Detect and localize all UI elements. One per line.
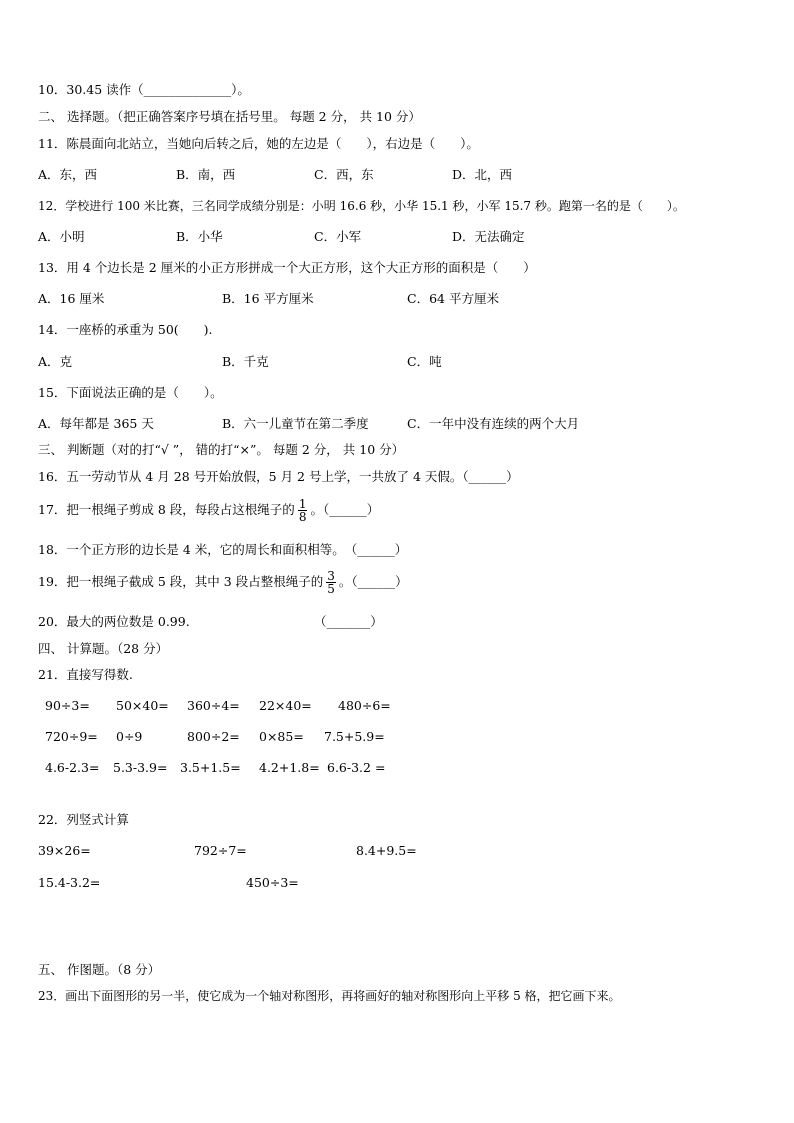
q22-r1-c1: 39×26= bbox=[38, 843, 91, 858]
q15-option-a: A．每年都是 365 天 bbox=[38, 416, 154, 431]
q21-r1-c2: 50×40= bbox=[116, 698, 169, 713]
q11-option-c: C．西，东 bbox=[314, 167, 374, 182]
q21-r3-c2: 5.3-3.9= bbox=[113, 760, 168, 775]
q13-option-a: A．16 厘米 bbox=[38, 291, 105, 306]
q17-denominator: 8 bbox=[298, 510, 307, 524]
section-4-heading: 四、 计算题。（28 分） bbox=[38, 641, 169, 656]
q15-option-c: C．一年中没有连续的两个大月 bbox=[407, 416, 580, 431]
q11-option-a: A．东，西 bbox=[38, 167, 98, 182]
q13-option-c: C．64 平方厘米 bbox=[407, 291, 499, 306]
q19-numerator: 3 bbox=[327, 569, 335, 583]
q14-option-a: A．克 bbox=[38, 354, 73, 369]
q21-r2-c5: 7.5+5.9= bbox=[324, 729, 385, 744]
question-19 bbox=[38, 570, 408, 595]
q21-r2-c1: 720÷9= bbox=[45, 729, 98, 744]
q21-r3-c4: 4.2+1.8= bbox=[259, 760, 320, 775]
q14-option-c: C．吨 bbox=[407, 354, 442, 369]
question-21-stem: 21．直接写得数. bbox=[38, 667, 133, 682]
q15-option-b: B．六一儿童节在第二季度 bbox=[222, 416, 369, 431]
q12-option-d: D．无法确定 bbox=[452, 229, 525, 244]
question-15-stem: 15．下面说法正确的是（ ）。 bbox=[38, 385, 223, 400]
q17-blank: 。（______） bbox=[310, 502, 380, 517]
question-18: 18．一个正方形的边长是 4 米，它的周长和面积相等。 （______） bbox=[38, 542, 408, 557]
q19-fraction bbox=[326, 570, 336, 595]
question-16: 16．五一劳动节从 4 月 28 号开始放假，5 月 2 号上学，一共放了 4 天假。（______） bbox=[38, 469, 519, 484]
q13-option-b: B．16 平方厘米 bbox=[222, 291, 314, 306]
question-12-stem: 12．学校进行 100 米比赛，三名同学成绩分别是：小明 16.6 秒，小华 15.1 秒，小军 15.7 秒。跑第一名的是（ ）。 bbox=[38, 199, 685, 213]
q21-r3-c1: 4.6-2.3= bbox=[45, 760, 100, 775]
q17-fraction bbox=[298, 498, 308, 523]
q11-option-b: B．南，西 bbox=[176, 167, 236, 182]
q21-r3-c5: 6.6-3.2 = bbox=[327, 760, 386, 775]
q22-r2-c1: 15.4-3.2= bbox=[38, 875, 101, 890]
q14-option-b: B．千克 bbox=[222, 354, 269, 369]
q22-r1-c3: 8.4+9.5= bbox=[356, 843, 417, 858]
question-10: 10．30.45 读作（______________）。 bbox=[38, 82, 250, 97]
question-23: 23．画出下面图形的另一半，使它成为一个轴对称图形，再将画好的轴对称图形向上平移 5 格，把它画下来。 bbox=[38, 989, 621, 1003]
section-5-heading: 五、 作图题。（8 分） bbox=[38, 962, 161, 977]
q21-r1-c4: 22×40= bbox=[259, 698, 312, 713]
q21-r2-c2: 0÷9 bbox=[116, 729, 143, 744]
section-3-heading: 三、 判断题（对的打“√ ”， 错的打“×”。 每题 2 分， 共 10 分） bbox=[38, 442, 405, 457]
question-13-stem: 13．用 4 个边长是 2 厘米的小正方形拼成一个大正方形，这个大正方形的面积是（ ） bbox=[38, 260, 536, 275]
section-2-heading: 二、 选择题。（把正确答案序号填在括号里。 每题 2 分， 共 10 分） bbox=[38, 109, 421, 124]
q20-blank: （_______） bbox=[314, 614, 383, 629]
question-14-stem: 14．一座桥的承重为 50( ). bbox=[38, 322, 213, 337]
question-20: 20．最大的两位数是 0.99. bbox=[38, 614, 190, 629]
q12-option-b: B．小华 bbox=[176, 229, 223, 244]
q21-r2-c4: 0×85= bbox=[259, 729, 304, 744]
question-11-stem: 11．陈晨面向北站立，当她向后转之后，她的左边是（ ），右边是（ ）。 bbox=[38, 136, 479, 151]
q21-r1-c3: 360÷4= bbox=[187, 698, 240, 713]
q22-r1-c2: 792÷7= bbox=[194, 843, 247, 858]
q21-r2-c3: 800÷2= bbox=[187, 729, 240, 744]
q21-r1-c1: 90÷3= bbox=[45, 698, 90, 713]
q11-option-d: D．北，西 bbox=[452, 167, 513, 182]
q12-option-a: A．小明 bbox=[38, 229, 85, 244]
question-17 bbox=[38, 498, 379, 523]
q17-text: 17．把一根绳子剪成 8 段，每段占这根绳子的 bbox=[38, 502, 295, 517]
q19-text: 19．把一根绳子截成 5 段，其中 3 段占整根绳子的 bbox=[38, 574, 324, 589]
q21-r3-c3: 3.5+1.5= bbox=[180, 760, 241, 775]
q17-numerator: 1 bbox=[298, 497, 307, 511]
q19-denominator: 5 bbox=[327, 582, 335, 596]
q22-r2-c2: 450÷3= bbox=[246, 875, 299, 890]
q19-blank: 。（______） bbox=[338, 574, 408, 589]
q12-option-c: C．小军 bbox=[314, 229, 362, 244]
question-22-stem: 22．列竖式计算 bbox=[38, 812, 129, 827]
q21-r1-c5: 480÷6= bbox=[338, 698, 391, 713]
